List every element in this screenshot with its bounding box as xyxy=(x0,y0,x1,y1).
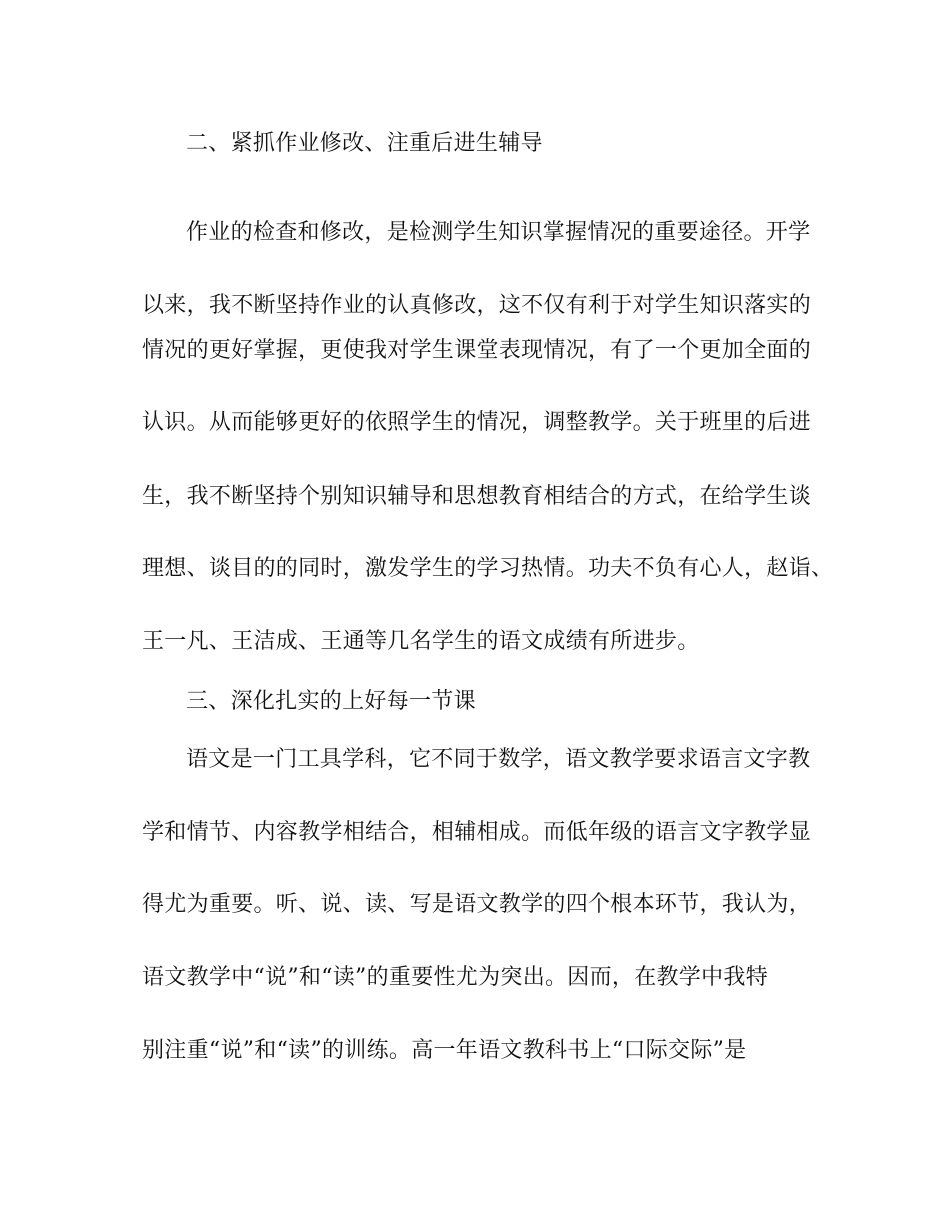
paragraph-line: 情况的更好掌握，更使我对学生课堂表现情况，有了一个更加全面的 xyxy=(142,338,812,363)
paragraph-line: 语文教学中“说”和“读”的重要性尤为突出。因而，在教学中我特 xyxy=(142,965,768,990)
paragraph-line: 王一凡、王洁成、王通等几名学生的语文成绩有所进步。 xyxy=(142,629,700,654)
paragraph-line: 作业的检查和修改，是检测学生知识掌握情况的重要途径。开学 xyxy=(186,220,811,245)
paragraph-line: 语文是一门工具学科，它不同于数学，语文教学要求语言文字教 xyxy=(186,747,811,772)
paragraph-line: 别注重“说”和“读”的训练。高一年语文教科书上“口际交际”是 xyxy=(142,1038,747,1063)
paragraph-line: 学和情节、内容教学相结合，相辅相成。而低年级的语言文字教学显 xyxy=(142,820,812,845)
paragraph-line: 以来，我不断坚持作业的认真修改，这不仅有利于对学生知识落实的 xyxy=(142,293,812,318)
paragraph-line: 生，我不断坚持个别知识辅导和思想教育相结合的方式，在给学生谈 xyxy=(142,484,812,509)
paragraph-line: 认识。从而能够更好的依照学生的情况，调整教学。关于班里的后进 xyxy=(142,410,812,435)
paragraph-line: 得尤为重要。听、说、读、写是语文教学的四个根本环节，我认为， xyxy=(142,892,812,917)
section-2-heading: 二、紧抓作业修改、注重后进生辅导 xyxy=(186,131,543,156)
paragraph-line: 理想、谈目的的同时，激发学生的学习热情。功夫不负有心人，赵诣、 xyxy=(142,556,834,581)
section-3-heading: 三、深化扎实的上好每一节课 xyxy=(186,689,476,714)
